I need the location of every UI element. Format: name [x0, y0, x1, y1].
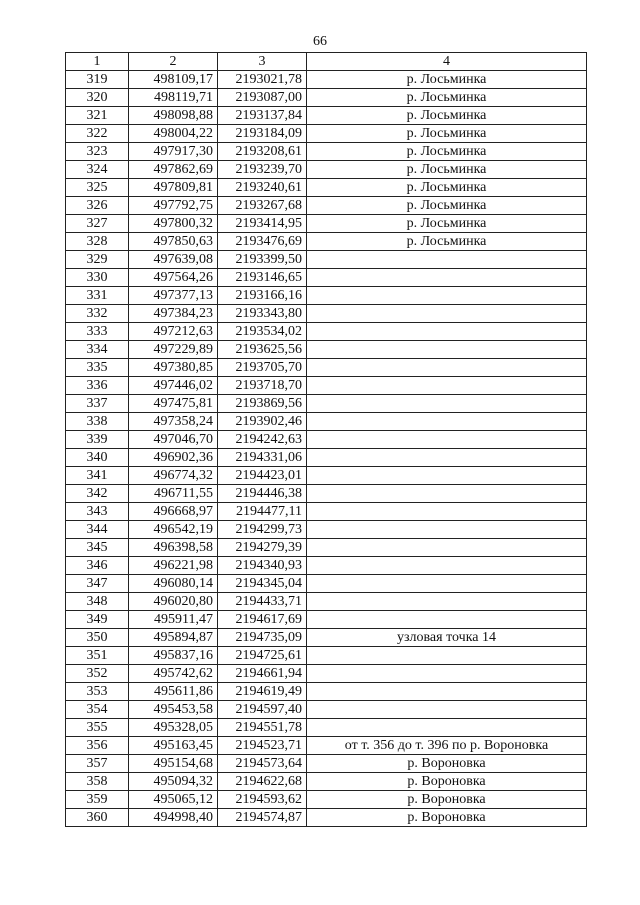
table-row — [66, 755, 587, 773]
point-number-cell: 328 — [66, 233, 129, 251]
point-number-cell: 326 — [66, 197, 129, 215]
description-cell — [307, 665, 587, 683]
point-number-cell: 340 — [66, 449, 129, 467]
point-number-cell: 351 — [66, 647, 129, 665]
point-number-cell: 338 — [66, 413, 129, 431]
description-cell — [307, 575, 587, 593]
description-cell — [307, 467, 587, 485]
table-row — [66, 341, 587, 359]
description-cell: узловая точка 14 — [307, 629, 587, 647]
description-cell: р. Лосьминка — [307, 143, 587, 161]
y-coordinate-cell: 2194446,38 — [218, 485, 307, 503]
table-row — [66, 359, 587, 377]
y-coordinate-cell: 2194433,71 — [218, 593, 307, 611]
header-row — [66, 53, 587, 71]
description-cell: р. Лосьминка — [307, 215, 587, 233]
description-cell — [307, 557, 587, 575]
point-number-cell: 348 — [66, 593, 129, 611]
table-row — [66, 305, 587, 323]
table-row — [66, 323, 587, 341]
point-number-cell: 345 — [66, 539, 129, 557]
point-number-cell: 352 — [66, 665, 129, 683]
table-row — [66, 611, 587, 629]
point-number-cell: 322 — [66, 125, 129, 143]
y-coordinate-cell: 2193146,65 — [218, 269, 307, 287]
x-coordinate-cell: 495328,05 — [129, 719, 218, 737]
x-coordinate-cell: 497792,75 — [129, 197, 218, 215]
x-coordinate-cell: 497639,08 — [129, 251, 218, 269]
y-coordinate-cell: 2194242,63 — [218, 431, 307, 449]
point-number-cell: 339 — [66, 431, 129, 449]
y-coordinate-cell: 2193240,61 — [218, 179, 307, 197]
x-coordinate-cell: 497917,30 — [129, 143, 218, 161]
point-number-cell: 349 — [66, 611, 129, 629]
point-number-cell: 337 — [66, 395, 129, 413]
description-cell — [307, 683, 587, 701]
x-coordinate-cell: 496020,80 — [129, 593, 218, 611]
table-row — [66, 251, 587, 269]
description-cell — [307, 593, 587, 611]
description-cell: р. Лосьминка — [307, 107, 587, 125]
description-cell — [307, 359, 587, 377]
point-number-cell: 330 — [66, 269, 129, 287]
x-coordinate-cell: 496711,55 — [129, 485, 218, 503]
point-number-cell: 321 — [66, 107, 129, 125]
table-row — [66, 701, 587, 719]
header-col-1: 1 — [66, 53, 129, 71]
y-coordinate-cell: 2194477,11 — [218, 503, 307, 521]
y-coordinate-cell: 2193267,68 — [218, 197, 307, 215]
x-coordinate-cell: 497384,23 — [129, 305, 218, 323]
y-coordinate-cell: 2194593,62 — [218, 791, 307, 809]
x-coordinate-cell: 496774,32 — [129, 467, 218, 485]
x-coordinate-cell: 498004,22 — [129, 125, 218, 143]
description-cell — [307, 431, 587, 449]
table-row — [66, 449, 587, 467]
table-header — [66, 53, 587, 71]
y-coordinate-cell: 2193705,70 — [218, 359, 307, 377]
point-number-cell: 329 — [66, 251, 129, 269]
x-coordinate-cell: 495163,45 — [129, 737, 218, 755]
header-col-4: 4 — [307, 53, 587, 71]
y-coordinate-cell: 2193184,09 — [218, 125, 307, 143]
point-number-cell: 355 — [66, 719, 129, 737]
y-coordinate-cell: 2194574,87 — [218, 809, 307, 827]
table-row — [66, 71, 587, 89]
table-row — [66, 593, 587, 611]
description-cell: р. Лосьминка — [307, 197, 587, 215]
table-row — [66, 395, 587, 413]
table-row — [66, 143, 587, 161]
header-col-3: 3 — [218, 53, 307, 71]
description-cell — [307, 413, 587, 431]
table-row — [66, 503, 587, 521]
x-coordinate-cell: 496080,14 — [129, 575, 218, 593]
point-number-cell: 347 — [66, 575, 129, 593]
y-coordinate-cell: 2194423,01 — [218, 467, 307, 485]
y-coordinate-cell: 2193208,61 — [218, 143, 307, 161]
table-row — [66, 683, 587, 701]
x-coordinate-cell: 497212,63 — [129, 323, 218, 341]
point-number-cell: 356 — [66, 737, 129, 755]
y-coordinate-cell: 2194735,09 — [218, 629, 307, 647]
point-number-cell: 324 — [66, 161, 129, 179]
x-coordinate-cell: 497564,26 — [129, 269, 218, 287]
x-coordinate-cell: 498119,71 — [129, 89, 218, 107]
description-cell: р. Вороновка — [307, 791, 587, 809]
table-row — [66, 215, 587, 233]
table-row — [66, 431, 587, 449]
description-cell — [307, 647, 587, 665]
table-row — [66, 179, 587, 197]
description-cell — [307, 521, 587, 539]
point-number-cell: 327 — [66, 215, 129, 233]
point-number-cell: 333 — [66, 323, 129, 341]
description-cell — [307, 611, 587, 629]
x-coordinate-cell: 495894,87 — [129, 629, 218, 647]
y-coordinate-cell: 2193625,56 — [218, 341, 307, 359]
table-row — [66, 665, 587, 683]
y-coordinate-cell: 2194279,39 — [218, 539, 307, 557]
description-cell: р. Вороновка — [307, 809, 587, 827]
x-coordinate-cell: 497446,02 — [129, 377, 218, 395]
x-coordinate-cell: 495094,32 — [129, 773, 218, 791]
x-coordinate-cell: 497380,85 — [129, 359, 218, 377]
x-coordinate-cell: 494998,40 — [129, 809, 218, 827]
point-number-cell: 325 — [66, 179, 129, 197]
x-coordinate-cell: 497850,63 — [129, 233, 218, 251]
point-number-cell: 331 — [66, 287, 129, 305]
description-cell — [307, 395, 587, 413]
table-row — [66, 233, 587, 251]
table-row — [66, 809, 587, 827]
x-coordinate-cell: 496398,58 — [129, 539, 218, 557]
table-row — [66, 557, 587, 575]
table-row — [66, 647, 587, 665]
coordinates-table — [65, 52, 587, 827]
y-coordinate-cell: 2194345,04 — [218, 575, 307, 593]
point-number-cell: 359 — [66, 791, 129, 809]
table-row — [66, 791, 587, 809]
description-cell — [307, 719, 587, 737]
x-coordinate-cell: 495453,58 — [129, 701, 218, 719]
point-number-cell: 360 — [66, 809, 129, 827]
description-cell: р. Вороновка — [307, 755, 587, 773]
y-coordinate-cell: 2194523,71 — [218, 737, 307, 755]
table-body — [66, 71, 587, 827]
y-coordinate-cell: 2193718,70 — [218, 377, 307, 395]
y-coordinate-cell: 2194725,61 — [218, 647, 307, 665]
point-number-cell: 354 — [66, 701, 129, 719]
description-cell: р. Лосьминка — [307, 233, 587, 251]
point-number-cell: 320 — [66, 89, 129, 107]
description-cell — [307, 485, 587, 503]
point-number-cell: 341 — [66, 467, 129, 485]
description-cell: р. Лосьминка — [307, 125, 587, 143]
table-row — [66, 575, 587, 593]
x-coordinate-cell: 495154,68 — [129, 755, 218, 773]
point-number-cell: 332 — [66, 305, 129, 323]
y-coordinate-cell: 2193414,95 — [218, 215, 307, 233]
table-row — [66, 107, 587, 125]
y-coordinate-cell: 2194299,73 — [218, 521, 307, 539]
x-coordinate-cell: 495911,47 — [129, 611, 218, 629]
x-coordinate-cell: 497358,24 — [129, 413, 218, 431]
x-coordinate-cell: 495611,86 — [129, 683, 218, 701]
description-cell — [307, 377, 587, 395]
y-coordinate-cell: 2194619,49 — [218, 683, 307, 701]
description-cell — [307, 449, 587, 467]
y-coordinate-cell: 2194331,06 — [218, 449, 307, 467]
x-coordinate-cell: 496902,36 — [129, 449, 218, 467]
table-row — [66, 413, 587, 431]
x-coordinate-cell: 498109,17 — [129, 71, 218, 89]
point-number-cell: 342 — [66, 485, 129, 503]
table-row — [66, 719, 587, 737]
y-coordinate-cell: 2194340,93 — [218, 557, 307, 575]
x-coordinate-cell: 496668,97 — [129, 503, 218, 521]
y-coordinate-cell: 2194597,40 — [218, 701, 307, 719]
x-coordinate-cell: 497800,32 — [129, 215, 218, 233]
y-coordinate-cell: 2193343,80 — [218, 305, 307, 323]
table-row — [66, 773, 587, 791]
description-cell — [307, 287, 587, 305]
point-number-cell: 334 — [66, 341, 129, 359]
header-col-2: 2 — [129, 53, 218, 71]
description-cell — [307, 269, 587, 287]
table-row — [66, 737, 587, 755]
y-coordinate-cell: 2194661,94 — [218, 665, 307, 683]
point-number-cell: 346 — [66, 557, 129, 575]
x-coordinate-cell: 496221,98 — [129, 557, 218, 575]
y-coordinate-cell: 2193137,84 — [218, 107, 307, 125]
y-coordinate-cell: 2193021,78 — [218, 71, 307, 89]
point-number-cell: 323 — [66, 143, 129, 161]
x-coordinate-cell: 498098,88 — [129, 107, 218, 125]
y-coordinate-cell: 2194622,68 — [218, 773, 307, 791]
x-coordinate-cell: 495065,12 — [129, 791, 218, 809]
point-number-cell: 358 — [66, 773, 129, 791]
description-cell — [307, 539, 587, 557]
x-coordinate-cell: 495742,62 — [129, 665, 218, 683]
x-coordinate-cell: 496542,19 — [129, 521, 218, 539]
description-cell: р. Лосьминка — [307, 179, 587, 197]
description-cell: р. Лосьминка — [307, 161, 587, 179]
x-coordinate-cell: 497046,70 — [129, 431, 218, 449]
table-row — [66, 89, 587, 107]
x-coordinate-cell: 497862,69 — [129, 161, 218, 179]
description-cell: р. Вороновка — [307, 773, 587, 791]
description-cell — [307, 701, 587, 719]
page-number: 66 — [313, 34, 327, 49]
description-cell: р. Лосьминка — [307, 89, 587, 107]
point-number-cell: 353 — [66, 683, 129, 701]
y-coordinate-cell: 2193239,70 — [218, 161, 307, 179]
table-row — [66, 521, 587, 539]
description-cell — [307, 341, 587, 359]
description-cell — [307, 251, 587, 269]
x-coordinate-cell: 497475,81 — [129, 395, 218, 413]
table-row — [66, 467, 587, 485]
description-cell — [307, 503, 587, 521]
table-row — [66, 197, 587, 215]
point-number-cell: 335 — [66, 359, 129, 377]
y-coordinate-cell: 2193399,50 — [218, 251, 307, 269]
y-coordinate-cell: 2193087,00 — [218, 89, 307, 107]
x-coordinate-cell: 497229,89 — [129, 341, 218, 359]
y-coordinate-cell: 2193166,16 — [218, 287, 307, 305]
description-cell: р. Лосьминка — [307, 71, 587, 89]
y-coordinate-cell: 2194551,78 — [218, 719, 307, 737]
y-coordinate-cell: 2193476,69 — [218, 233, 307, 251]
table-row — [66, 269, 587, 287]
table-row — [66, 377, 587, 395]
description-cell: от т. 356 до т. 396 по р. Вороновка — [307, 737, 587, 755]
y-coordinate-cell: 2194573,64 — [218, 755, 307, 773]
description-cell — [307, 323, 587, 341]
y-coordinate-cell: 2194617,69 — [218, 611, 307, 629]
y-coordinate-cell: 2193869,56 — [218, 395, 307, 413]
point-number-cell: 319 — [66, 71, 129, 89]
point-number-cell: 344 — [66, 521, 129, 539]
y-coordinate-cell: 2193902,46 — [218, 413, 307, 431]
point-number-cell: 357 — [66, 755, 129, 773]
point-number-cell: 343 — [66, 503, 129, 521]
table-row — [66, 485, 587, 503]
table-row — [66, 539, 587, 557]
point-number-cell: 336 — [66, 377, 129, 395]
x-coordinate-cell: 497809,81 — [129, 179, 218, 197]
x-coordinate-cell: 495837,16 — [129, 647, 218, 665]
table-row — [66, 125, 587, 143]
point-number-cell: 350 — [66, 629, 129, 647]
y-coordinate-cell: 2193534,02 — [218, 323, 307, 341]
x-coordinate-cell: 497377,13 — [129, 287, 218, 305]
table-row — [66, 629, 587, 647]
description-cell — [307, 305, 587, 323]
table-row — [66, 161, 587, 179]
table-row — [66, 287, 587, 305]
